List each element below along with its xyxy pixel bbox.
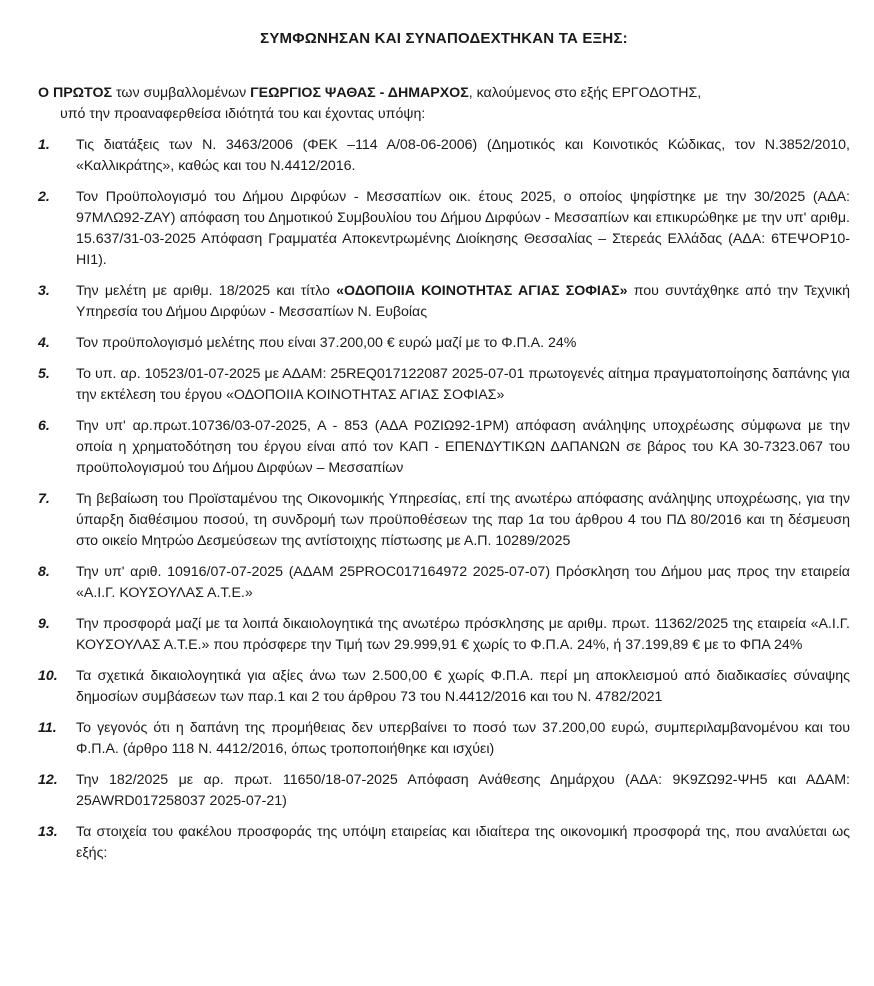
project-title: «ΟΔΟΠΟΙΙΑ ΚΟΙΝΟΤΗΤΑΣ ΑΓΙΑΣ ΣΟΦΙΑΣ»: [336, 283, 628, 299]
document-title: ΣΥΜΦΩΝΗΣΑΝ ΚΑΙ ΣΥΝΑΠΟΔΕΧΤΗΚΑΝ ΤΑ ΕΞΗΣ:: [260, 30, 628, 47]
list-item: [38, 718, 850, 760]
item-number: 10.: [38, 668, 58, 684]
item-number: 8.: [38, 564, 50, 580]
item-text: Τη βεβαίωση του Προϊσταμένου της Οικονομικής Υπηρεσίας, επί της ανωτέρω απόφασης ανάληψης υποχρέωσης, για την ύπαρξη διαθέσιμου ποσού, τη συνδρομή των προϋποθέσεων της παρ 1α του άρθρου 4 του ΠΔ 80/2016 και τη δέσμευση στο οικείο Μητρώο Δεσμεύσεων της αντίστοιχης πίστωσης με Α.Π. 10289/2025: [76, 491, 850, 549]
item-number: 6.: [38, 418, 50, 434]
item-number: 9.: [38, 616, 50, 632]
item-number: 3.: [38, 283, 50, 299]
item-text: Τον προϋπολογισμό μελέτης που είναι 37.200,00 € ευρώ μαζί με το Φ.Π.Α. 24%: [76, 335, 577, 351]
list-item: [38, 489, 850, 552]
item-text: Την υπ' αρ.πρωτ.10736/03-07-2025, Α - 853 (ΑΔΑ Ρ0ΖΙΩ92-1ΡΜ) απόφαση ανάληψης υποχρέωσης σύμφωνα με την οποία η χρηματοδότηση του έργου είναι από τον ΚΑΠ - ΕΠΕΝΔΥΤΙΚΩΝ ΔΑΠΑΝΩΝ σε βάρος του ΚΑ 30-7323.067 του προϋπολογισμού του Δήμου Διρφύων – Μεσσαπίων: [76, 418, 850, 476]
item-number: 1.: [38, 137, 50, 153]
list-item: [38, 187, 850, 271]
item-number: 11.: [38, 720, 57, 736]
list-item: [38, 614, 850, 656]
intro-mid: των συμβαλλομένων: [112, 85, 251, 101]
item-text: [76, 281, 850, 323]
list-item: [38, 770, 850, 812]
list-item: [38, 666, 850, 708]
intro-lead: Ο ΠΡΩΤΟΣ: [38, 85, 113, 101]
item-text: Την υπ' αριθ. 10916/07-07-2025 (ΑΔΑΜ 25PROC017164972 2025-07-07) Πρόσκληση του Δήμου μας προς την εταιρεία «Α.Ι.Γ. ΚΟΥΣΟΥΛΑΣ Α.Τ.Ε.»: [76, 564, 850, 601]
list-item: [38, 364, 850, 406]
item-text: Την προσφορά μαζί με τα λοιπά δικαιολογητικά της ανωτέρω πρόσκλησης με αριθμ. πρωτ. 11362/2025 της εταιρεία «Α.Ι.Γ. ΚΟΥΣΟΥΛΑΣ Α.Τ.Ε.» που πρόσφερε την Τιμή των 29.999,91 € χωρίς το Φ.Π.Α. 24%, ή 37.199,89 € με το ΦΠΑ 24%: [76, 616, 850, 653]
intro-paragraph: [38, 83, 850, 125]
item-number: 4.: [38, 335, 50, 351]
item-number: 5.: [38, 366, 50, 382]
list-item: [38, 822, 850, 864]
item-text: Το γεγονός ότι η δαπάνη της προμήθειας δεν υπερβαίνει το ποσό των 37.200,00 ευρώ, συμπεριλαμβανομένου και του Φ.Π.Α. (άρθρο 118 Ν. 4412/2016, όπως τροποποιήθηκε και ισχύει): [76, 720, 850, 757]
intro-rest: , καλούμενος στο εξής ΕΡΓΟΔΟΤΗΣ,: [468, 85, 702, 101]
item-text-before: Την μελέτη με αριθμ. 18/2025 και τίτλο: [76, 283, 337, 299]
item-number: 12.: [38, 772, 58, 788]
item-text-after: που συντάχθηκε από την Τεχνική Υπηρεσία του Δήμου Διρφύων - Μεσσαπίων Ν. Ευβοίας: [76, 283, 850, 320]
intro-line2: υπό την προαναφερθείσα ιδιότητά του και έχοντας υπόψη:: [60, 106, 426, 122]
item-text: Τα σχετικά δικαιολογητικά για αξίες άνω των 2.500,00 € χωρίς Φ.Π.Α. περί μη αποκλεισμού από διαδικασίες σύναψης δημοσίων συμβάσεων των παρ.1 και 2 του άρθρου 73 του Ν.4412/2016 και του Ν. 4782/2021: [76, 668, 850, 705]
list-item: [38, 416, 850, 479]
considerations-list: [38, 135, 850, 864]
item-text: Την 182/2025 με αρ. πρωτ. 11650/18-07-2025 Απόφαση Ανάθεσης Δημάρχου (ΑΔΑ: 9Κ9ΖΩ92-ΨΗ5 και ΑΔΑΜ: 25AWRD017258037 2025-07-21): [76, 772, 850, 809]
list-item: [38, 333, 850, 354]
item-number: 7.: [38, 491, 50, 507]
item-text: Τις διατάξεις των Ν. 3463/2006 (ΦΕΚ –114 Α/08-06-2006) (Δημοτικός και Κοινοτικός Κώδικας, τον Ν.3852/2010, «Καλλικράτης», καθώς και του Ν.4412/2016.: [76, 137, 850, 174]
item-text: Τα στοιχεία του φακέλου προσφοράς της υπόψη εταιρείας και ιδιαίτερα της οικονομική προσφορά της, που αναλύεται ως εξής:: [76, 824, 850, 861]
list-item: [38, 562, 850, 604]
list-item: [38, 135, 850, 177]
item-number: 13.: [38, 824, 58, 840]
list-item: [38, 281, 850, 323]
item-number: 2.: [38, 189, 50, 205]
item-text: Τον Προϋπολογισμό του Δήμου Διρφύων - Μεσσαπίων οικ. έτους 2025, ο οποίος ψηφίστηκε με την 30/2025 (ΑΔΑ: 97ΜΛΩ92-ΖΑΥ) απόφαση του Δημοτικού Συμβουλίου του Δήμου Διρφύων - Μεσσαπίων και επικυρώθηκε με την υπ' αριθμ. 15.637/31-03-2025 Απόφαση Γραμματέα Αποκεντρωμένης Διοίκησης Θεσσαλίας – Στερεάς Ελλάδας (ΑΔΑ: 6ΤΕΨΟΡ10-ΗΙ1).: [76, 189, 850, 268]
intro-name: ΓΕΩΡΓΙΟΣ ΨΑΘΑΣ - ΔΗΜΑΡΧΟΣ: [250, 85, 469, 101]
item-text: Το υπ. αρ. 10523/01-07-2025 με ΑΔΑΜ: 25REQ017122087 2025-07-01 πρωτογενές αίτημα πραγματοποίησης δαπάνης για την εκτέλεση του έργου «ΟΔΟΠΟΙΙΑ ΚΟΙΝΟΤΗΤΑΣ ΑΓΙΑΣ ΣΟΦΙΑΣ»: [76, 366, 850, 403]
